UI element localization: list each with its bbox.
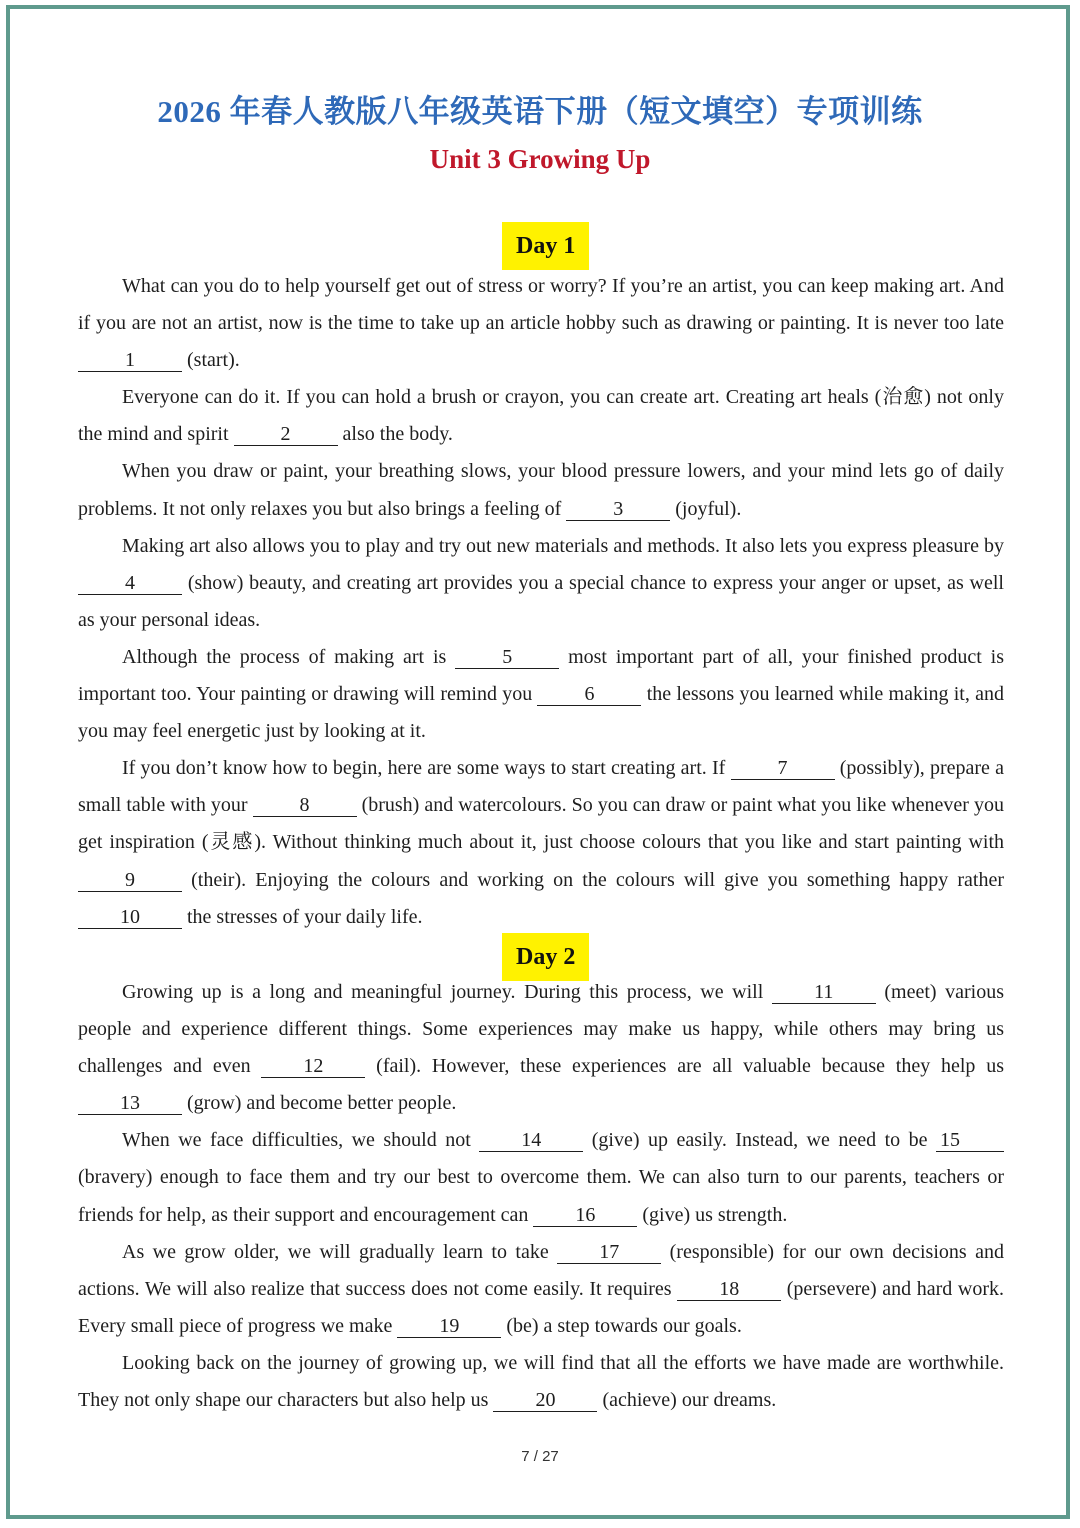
page-number: 7 / 27 [521,1448,559,1465]
blank-18[interactable]: 18 [677,1278,781,1301]
blank-14[interactable]: 14 [479,1129,583,1152]
day1-badge: Day 1 [502,222,589,270]
unit-subtitle: Unit 3 Growing Up [429,144,651,174]
blank-20[interactable]: 20 [493,1389,597,1412]
day2-badge: Day 2 [502,933,589,981]
blank-16[interactable]: 16 [533,1204,637,1227]
paragraph: If you don’t know how to begin, here are some ways to start creating art. If 7 (possibly), prepare a small table with your 8 (brush) and watercolours. So you can draw or paint what you like whenever you get inspiration (灵感). Without thinking much about it, just choose colours that you like and start painting with 9 (their). Enjoying the colours and working on the colours will give you something happy rather 10 the stresses of your daily life. [78,757,1005,928]
blank-7[interactable]: 7 [731,757,835,780]
blank-12[interactable]: 12 [261,1055,365,1078]
blank-2[interactable]: 2 [234,423,338,446]
paragraph: Everyone can do it. If you can hold a brush or crayon, you can create art. Creating art heals (治愈) not only the mind and spirit 2 also the body. [78,386,1004,446]
blank-17[interactable]: 17 [557,1241,661,1264]
page-title: 2026 年春人教版八年级英语下册（短文填空）专项训练 [157,94,923,129]
blank-9[interactable]: 9 [78,869,182,892]
blank-4[interactable]: 4 [78,572,182,595]
blank-3[interactable]: 3 [566,498,670,521]
blank-6[interactable]: 6 [537,683,641,706]
blank-19[interactable]: 19 [397,1315,501,1338]
blank-13[interactable]: 13 [78,1092,182,1115]
blank-5[interactable]: 5 [455,646,559,669]
blank-8[interactable]: 8 [253,794,357,817]
blank-11[interactable]: 11 [772,981,876,1004]
paragraph: Although the process of making art is 5 most important part of all, your finished product is important too. Your painting or drawing will remind you 6 the lessons you learned while making it, and you may feel energetic just by looking at it. [78,645,1004,743]
paragraph: Growing up is a long and meaningful journey. During this process, we will 11 (meet) various people and experience different things. Some experiences may make us happy, while others may bring us challenges and even 12 (fail). However, these experiences are all valuable because they help us 13 (grow) and become better people. [78,981,1004,1115]
paragraph: As we grow older, we will gradually learn to take 17 (responsible) for our own decisions and actions. We will also realize that success does not come easily. It requires 18 (persevere) and hard work. Every small piece of progress we make 19 (be) a step towards our goals. [78,1240,1004,1337]
blank-10[interactable]: 10 [78,906,182,929]
paragraph: Making art also allows you to play and try out new materials and methods. It also lets you express pleasure by 4 (show) beauty, and creating art provides you a special chance to express your anger or upset, as well as your personal ideas. [78,534,1004,631]
blank-15[interactable]: 15 [936,1129,1004,1152]
day2-passage [78,974,1004,1419]
paragraph: Looking back on the journey of growing up, we will find that all the efforts we have made are worthwhile. They not only shape our characters but also help us 20 (achieve) our dreams. [78,1351,1004,1412]
day1-passage [78,268,1004,936]
paragraph: When you draw or paint, your breathing slows, your blood pressure lowers, and your mind lets go of daily problems. It not only relaxes you but also brings a feeling of 3 (joyful). [78,460,1004,520]
paragraph: When we face difficulties, we should not 14 (give) up easily. Instead, we need to be 15 (bravery) enough to face them and try our best to overcome them. We can also turn to our parents, teachers or friends for help, as their support and encouragement can 16 (give) us strength. [78,1129,1004,1226]
blank-1[interactable]: 1 [78,349,182,372]
paragraph: What can you do to help yourself get out of stress or worry? If you’re an artist, you can keep making art. And if you are not an artist, now is the time to take up an article hobby such as drawing or painting. It is never too late 1 (start). [78,275,1004,372]
